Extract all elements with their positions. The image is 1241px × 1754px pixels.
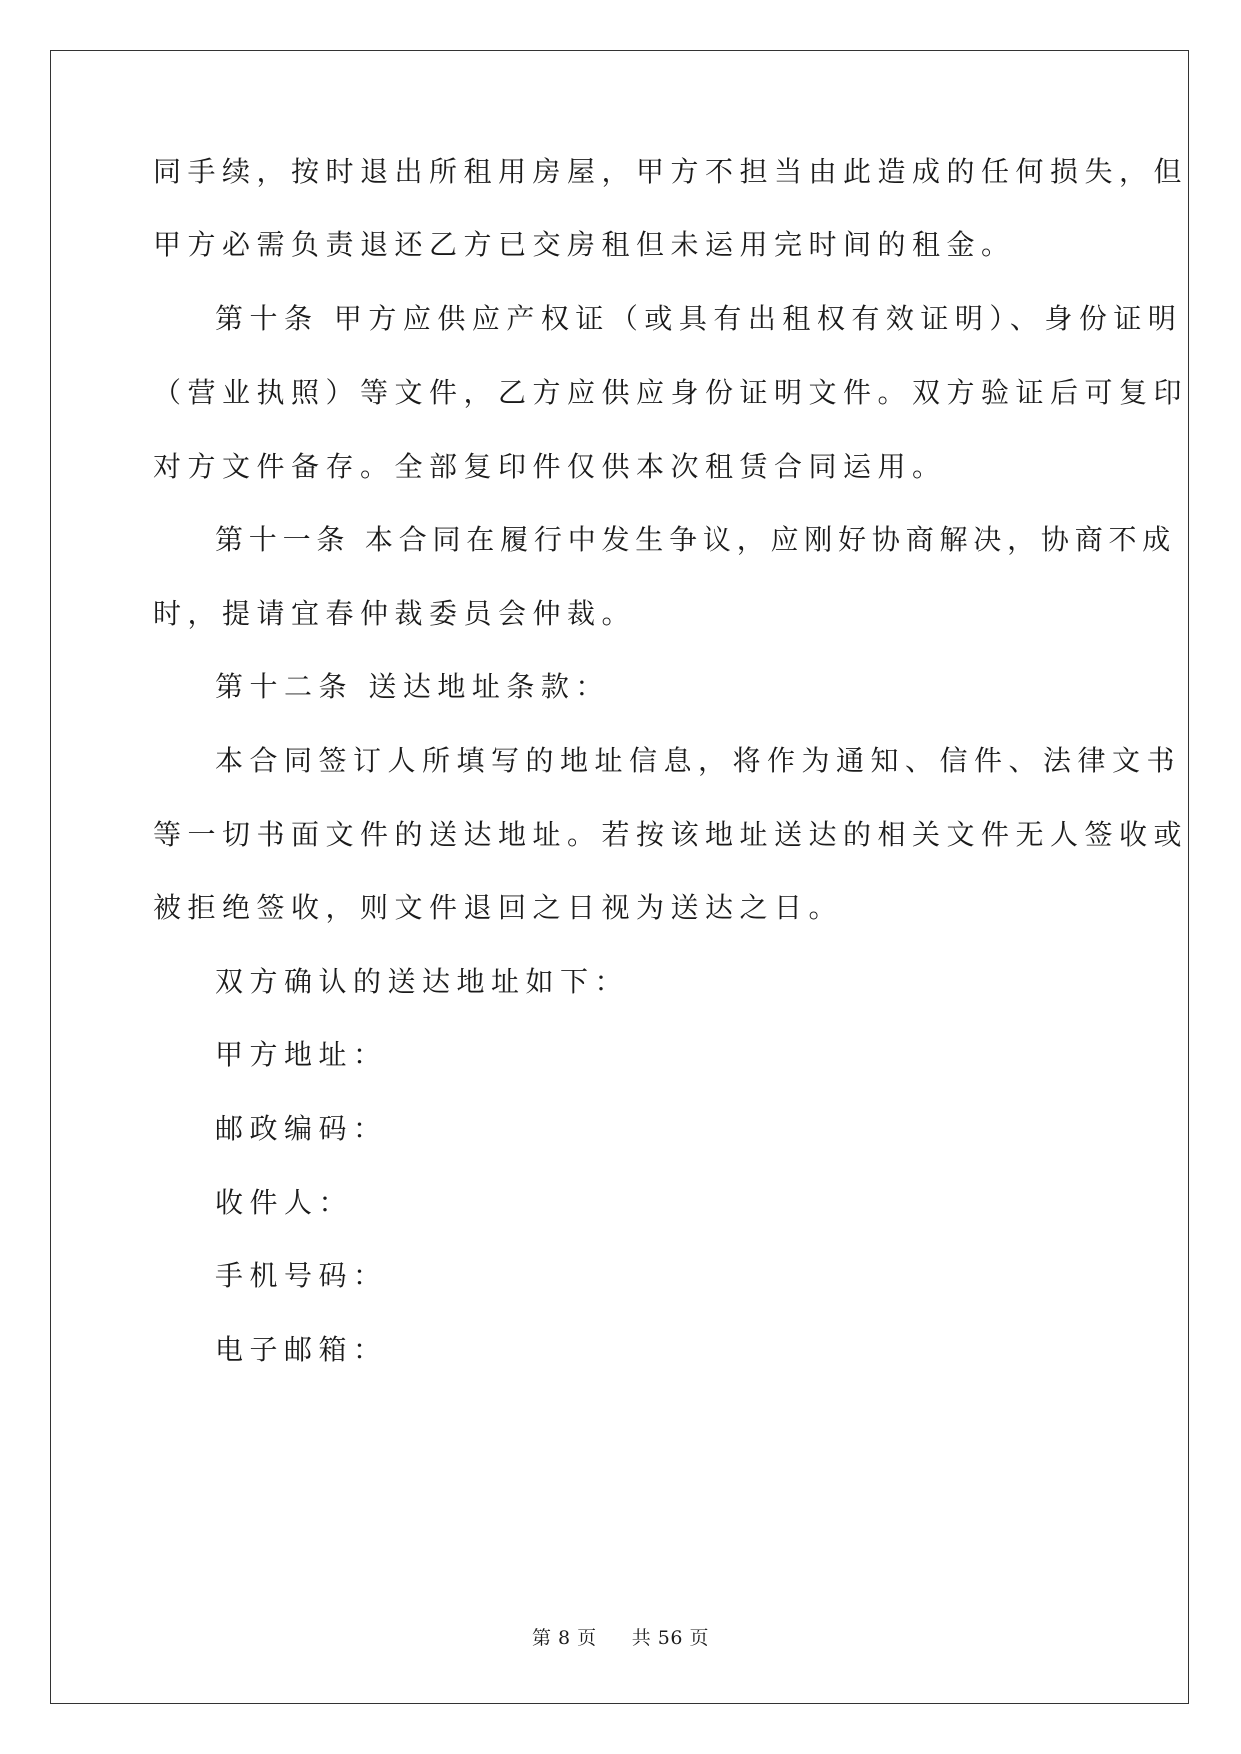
recipient-label: 收件人： <box>215 1186 354 1219</box>
clause-10-line-3: 对方文件备存。全部复印件仅供本次租赁合同运用。 <box>153 450 947 483</box>
mobile-number-label: 手机号码： <box>215 1259 388 1292</box>
page-number: 第 8 页 <box>531 1627 597 1649</box>
email-label: 电子邮箱： <box>215 1333 388 1366</box>
address-intro: 双方确认的送达地址如下： <box>215 965 630 998</box>
body-line-1: 同手续，按时退出所租用房屋，甲方不担当由此造成的任何损失，但 <box>153 155 1189 188</box>
clause-12-para-line-2: 等一切书面文件的送达地址。若按该地址送达的相关文件无人签收或 <box>153 818 1189 851</box>
page-footer <box>0 1626 1241 1650</box>
clause-12-para-line-1: 本合同签订人所填写的地址信息，将作为通知、信件、法律文书 <box>215 744 1182 777</box>
body-line-2: 甲方必需负责退还乙方已交房租但未运用完时间的租金。 <box>153 228 1016 261</box>
clause-11-line-1: 第十一条 本合同在履行中发生争议，应刚好协商解决，协商不成 <box>215 523 1177 556</box>
party-a-address-label: 甲方地址： <box>215 1038 388 1071</box>
clause-10-line-1: 第十条 甲方应供应产权证（或具有出租权有效证明）、身份证明 <box>215 302 1183 335</box>
clause-11-line-2: 时，提请宜春仲裁委员会仲裁。 <box>153 597 637 630</box>
page-total: 共 56 页 <box>631 1627 710 1649</box>
clause-10-line-2: （营业执照）等文件，乙方应供应身份证明文件。双方验证后可复印 <box>153 376 1189 409</box>
clause-12-heading: 第十二条 送达地址条款： <box>215 670 610 703</box>
postal-code-label: 邮政编码： <box>215 1112 388 1145</box>
clause-12-para-line-3: 被拒绝签收，则文件退回之日视为送达之日。 <box>153 891 844 924</box>
